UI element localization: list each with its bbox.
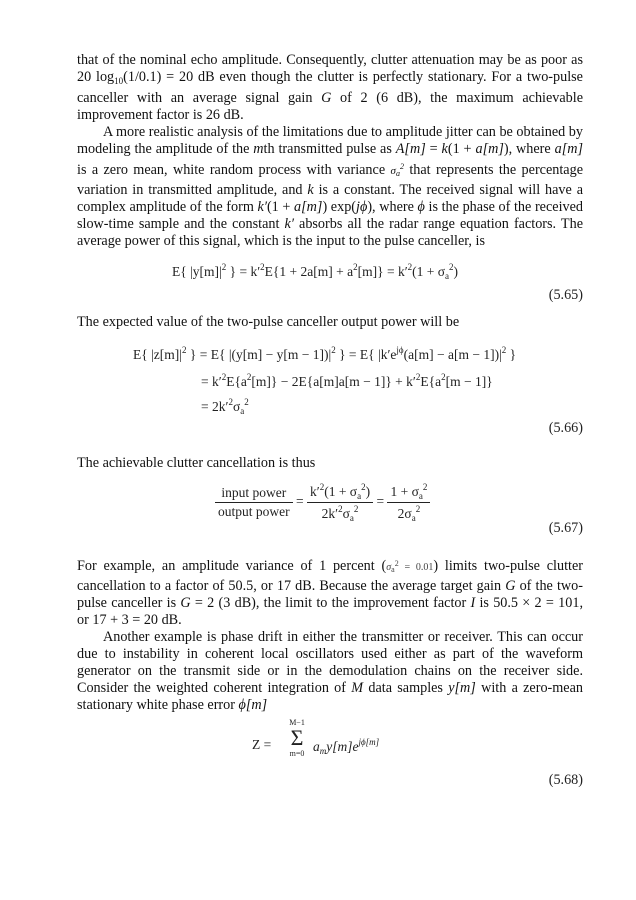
- equation-5-66: E{ $|z[m]|^2$ } = E{ $|(y[m] - y[m - 1])|^2$ } = E{ $|k'e^{j\phi}(a[m] - a[m - 1])|^2$ } = $k'^2E\{a^2[m]\} - 2E\{a[m]a[m - 1]\} + k'^2E\{a^2[m - 1]\}$ = $2k'^2\sigma_a^2$ (5.66): [133, 345, 583, 436]
- equation-5-68: Z = M−1 Σ m=0 $a_my[m]e^{j\phi[m]}$ (5.68): [252, 718, 583, 788]
- page-content: [77, 52, 583, 786]
- paragraph-5: For example, an amplitude variance of 1 percent $(\sigma_a^2 = 0.01)$ limits two-pulse clutter cancellation to a factor of 50.5, or 17 dB. Because the average target gain G of the two-pulse canceller is G = 2 (3 dB), the limit to the improvement factor I is 50.5 × 2 = 101, or 17 + 3 = 20 dB.: [77, 558, 583, 628]
- equation-5-67: $\frac{\text{input power}}{\text{output power}}$ = $\frac{k'^2(1 + \sigma_a^2)}{2k'^2\sigma_a^2}$ = $\frac{1 + \sigma_a^2}{2\sigma_a^2}$ (5.67): [77, 472, 583, 542]
- paragraph-4: The achievable clutter cancellation is thus: [77, 455, 316, 471]
- paragraph-3: The expected value of the two-pulse canceller output power will be: [77, 314, 460, 330]
- equation-number: (5.66): [548, 420, 583, 436]
- paragraph-1: that of the nominal echo amplitude. Consequently, clutter attenuation may be as poor as 20 $\log_{10}(1/0.1) = 20$ dB even though the clutter is perfectly stationary. For a two-pulse canceller with an average signal gain G of 2 (6 dB), the maximum achievable improvement factor is 26 dB.: [77, 52, 584, 123]
- fraction-simplified: $\frac{1 + \sigma_a^2}{2\sigma_a^2}$: [387, 482, 430, 523]
- equation-number: (5.68): [548, 772, 583, 788]
- equation-number: (5.67): [548, 520, 583, 536]
- equation-5-65: E{ $|y[m]|^2$ } = $k'^2E\{1 + 2a[m] + a^2[m]\} = k'^2(1 + \sigma_a^2)$ (5.65): [172, 262, 583, 303]
- fraction-input-output: $\frac{\text{input power}}{\text{output power}}$: [215, 485, 293, 520]
- paragraph-2: A more realistic analysis of the limitations due to amplitude jitter can be obtained by modeling the amplitude of the mth transmitted pulse as A[m] = k(1 + a[m]), where a[m] is a zero mean, white random process with variance $\sigma a^2$ that represents the percentage variation in transmitted amplitude, and k is a constant. The received signal will have a complex amplitude of the form k′(1 + a[m]) exp(jϕ), where ϕ is the phase of the received slow-time sample and the constant k′ absorbs all the radar range equation factors. The average power of this signal, which is the input to the pulse canceller, is: [77, 124, 584, 249]
- fraction-kprime: $\frac{k'^2(1 + \sigma_a^2)}{2k'^2\sigma_a^2}$: [307, 482, 373, 523]
- equation-number: (5.65): [548, 287, 583, 303]
- paragraph-6: Another example is phase drift in either the transmitter or receiver. This can occur due to instability in coherent local oscillators used either as part of the waveform generator on the transmit side or in the demodulation chains on the receiver side. Consider the weighted coherent integration of M data samples y[m] with a zero-mean stationary white phase error ϕ[m]: [77, 629, 583, 713]
- summation-symbol: M−1 Σ m=0: [289, 718, 305, 758]
